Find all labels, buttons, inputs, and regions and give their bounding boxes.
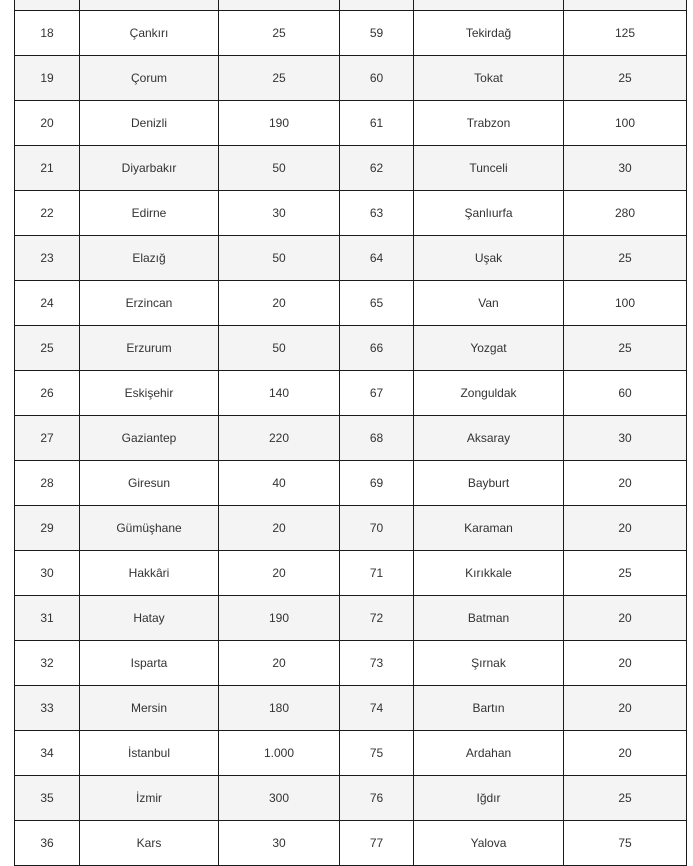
table-cell-row-number: 65	[340, 281, 414, 326]
table-cell-value: 20	[564, 461, 687, 506]
table-row	[15, 191, 687, 236]
table-cell-row-number: 62	[340, 146, 414, 191]
table-cell-row-number: 70	[340, 506, 414, 551]
table-cell-value: 20	[564, 596, 687, 641]
table-cell-value: 100	[564, 281, 687, 326]
table-cell-province-name: Kırıkkale	[414, 551, 564, 596]
table-cell-row-number: 28	[15, 461, 80, 506]
table-cell-value: 180	[219, 686, 340, 731]
table-cell-value: 20	[564, 506, 687, 551]
table-cell-value: 20	[564, 731, 687, 776]
table-cell-value: 25	[564, 551, 687, 596]
table-cell-row-number: 73	[340, 641, 414, 686]
table-cell	[414, 0, 564, 11]
table-cell-value: 25	[564, 776, 687, 821]
table-cell-value: 25	[564, 56, 687, 101]
table-cell-row-number: 26	[15, 371, 80, 416]
table-cell-value: 300	[219, 776, 340, 821]
table-cell-province-name: Aksaray	[414, 416, 564, 461]
province-table	[14, 0, 687, 866]
table-cell-province-name: Giresun	[80, 461, 219, 506]
table-cell-province-name: Çankırı	[80, 11, 219, 56]
table-cell-row-number: 60	[340, 56, 414, 101]
table-cell-province-name: Trabzon	[414, 101, 564, 146]
table-cell-value: 20	[219, 506, 340, 551]
table-cell-row-number: 33	[15, 686, 80, 731]
table-cell-row-number: 31	[15, 596, 80, 641]
table-row	[15, 56, 687, 101]
table-cell-row-number: 77	[340, 821, 414, 866]
table-cell-province-name: Hatay	[80, 596, 219, 641]
table-cell-province-name: Yozgat	[414, 326, 564, 371]
table-cell-row-number: 75	[340, 731, 414, 776]
table-cell-value: 30	[564, 146, 687, 191]
table-cell-row-number: 64	[340, 236, 414, 281]
table-cell-row-number: 71	[340, 551, 414, 596]
table-cell-row-number: 35	[15, 776, 80, 821]
table-cell	[340, 0, 414, 11]
table-cell-row-number: 21	[15, 146, 80, 191]
table-cell-province-name: Diyarbakır	[80, 146, 219, 191]
table-cell-province-name: İzmir	[80, 776, 219, 821]
table-cell-value: 60	[564, 371, 687, 416]
table-cell-row-number: 22	[15, 191, 80, 236]
table-cell-row-number: 23	[15, 236, 80, 281]
table-row	[15, 146, 687, 191]
table-row	[15, 596, 687, 641]
table-cell-province-name: Gaziantep	[80, 416, 219, 461]
table-row	[15, 461, 687, 506]
table-cell-province-name: Erzurum	[80, 326, 219, 371]
table-cell-province-name: Zonguldak	[414, 371, 564, 416]
table-cell-row-number: 18	[15, 11, 80, 56]
table-cell-province-name: Ardahan	[414, 731, 564, 776]
table-row	[15, 326, 687, 371]
table-cell-value: 25	[564, 326, 687, 371]
table-cell-province-name: Iğdır	[414, 776, 564, 821]
table-cell-value: 220	[219, 416, 340, 461]
table-row	[15, 11, 687, 56]
table-cell-province-name: Elazığ	[80, 236, 219, 281]
table-cell-value: 50	[219, 236, 340, 281]
table-cell-value: 20	[564, 686, 687, 731]
table-cell-value: 20	[564, 641, 687, 686]
table-cell-row-number: 76	[340, 776, 414, 821]
table-cell-province-name: Hakkâri	[80, 551, 219, 596]
table-cell-row-number: 25	[15, 326, 80, 371]
table-cell-value: 25	[219, 56, 340, 101]
table-cell-province-name: Uşak	[414, 236, 564, 281]
table-cell-province-name: Şanlıurfa	[414, 191, 564, 236]
table-cell-value: 125	[564, 11, 687, 56]
province-table-container	[14, 0, 686, 866]
table-cell-row-number: 68	[340, 416, 414, 461]
table-cell-row-number: 27	[15, 416, 80, 461]
table-cell-row-number: 24	[15, 281, 80, 326]
table-row-partial	[15, 0, 687, 11]
table-row	[15, 776, 687, 821]
table-cell-row-number: 34	[15, 731, 80, 776]
table-cell-province-name: Bartın	[414, 686, 564, 731]
table-row	[15, 551, 687, 596]
table-row	[15, 236, 687, 281]
province-table-body	[15, 0, 687, 866]
table-row	[15, 686, 687, 731]
table-row	[15, 281, 687, 326]
table-cell-row-number: 20	[15, 101, 80, 146]
table-cell-value: 25	[564, 236, 687, 281]
table-cell-province-name: Şırnak	[414, 641, 564, 686]
table-cell-province-name: Mersin	[80, 686, 219, 731]
table-cell-row-number: 61	[340, 101, 414, 146]
table-cell-province-name: Isparta	[80, 641, 219, 686]
table-cell-value: 140	[219, 371, 340, 416]
table-cell	[80, 0, 219, 11]
table-cell-province-name: Erzincan	[80, 281, 219, 326]
table-row	[15, 371, 687, 416]
table-cell	[564, 0, 687, 11]
table-row	[15, 416, 687, 461]
table-cell-row-number: 63	[340, 191, 414, 236]
table-cell-value: 30	[564, 416, 687, 461]
table-cell-value: 75	[564, 821, 687, 866]
table-row	[15, 506, 687, 551]
table-cell-province-name: Gümüşhane	[80, 506, 219, 551]
table-cell-province-name: Kars	[80, 821, 219, 866]
table-cell-row-number: 32	[15, 641, 80, 686]
table-cell-value: 100	[564, 101, 687, 146]
table-cell-province-name: İstanbul	[80, 731, 219, 776]
table-row	[15, 641, 687, 686]
table-cell-value: 50	[219, 326, 340, 371]
table-cell-row-number: 67	[340, 371, 414, 416]
table-cell-province-name: Karaman	[414, 506, 564, 551]
table-cell-province-name: Edirne	[80, 191, 219, 236]
table-row	[15, 101, 687, 146]
table-cell-value: 1.000	[219, 731, 340, 776]
table-cell-row-number: 69	[340, 461, 414, 506]
table-cell-province-name: Tekirdağ	[414, 11, 564, 56]
table-cell-value: 40	[219, 461, 340, 506]
table-cell-value: 190	[219, 101, 340, 146]
table-cell-province-name: Yalova	[414, 821, 564, 866]
table-cell-province-name: Çorum	[80, 56, 219, 101]
table-cell-row-number: 30	[15, 551, 80, 596]
table-cell	[219, 0, 340, 11]
table-cell-province-name: Batman	[414, 596, 564, 641]
table-cell-province-name: Denizli	[80, 101, 219, 146]
table-cell-value: 20	[219, 551, 340, 596]
table-cell-value: 30	[219, 191, 340, 236]
table-cell-row-number: 66	[340, 326, 414, 371]
table-cell-row-number: 36	[15, 821, 80, 866]
table-cell-row-number: 74	[340, 686, 414, 731]
table-cell-province-name: Van	[414, 281, 564, 326]
table-cell-province-name: Eskişehir	[80, 371, 219, 416]
table-cell-province-name: Tunceli	[414, 146, 564, 191]
table-cell-value: 25	[219, 11, 340, 56]
table-cell-value: 30	[219, 821, 340, 866]
table-cell-province-name: Bayburt	[414, 461, 564, 506]
table-cell-province-name: Tokat	[414, 56, 564, 101]
table-cell-row-number: 19	[15, 56, 80, 101]
table-cell-row-number: 29	[15, 506, 80, 551]
table-cell-value: 190	[219, 596, 340, 641]
table-cell-value: 50	[219, 146, 340, 191]
table-cell-value: 20	[219, 281, 340, 326]
table-row	[15, 731, 687, 776]
table-cell-row-number: 72	[340, 596, 414, 641]
table-cell-value: 280	[564, 191, 687, 236]
table-row	[15, 821, 687, 866]
table-cell-row-number: 59	[340, 11, 414, 56]
table-cell	[15, 0, 80, 11]
table-cell-value: 20	[219, 641, 340, 686]
